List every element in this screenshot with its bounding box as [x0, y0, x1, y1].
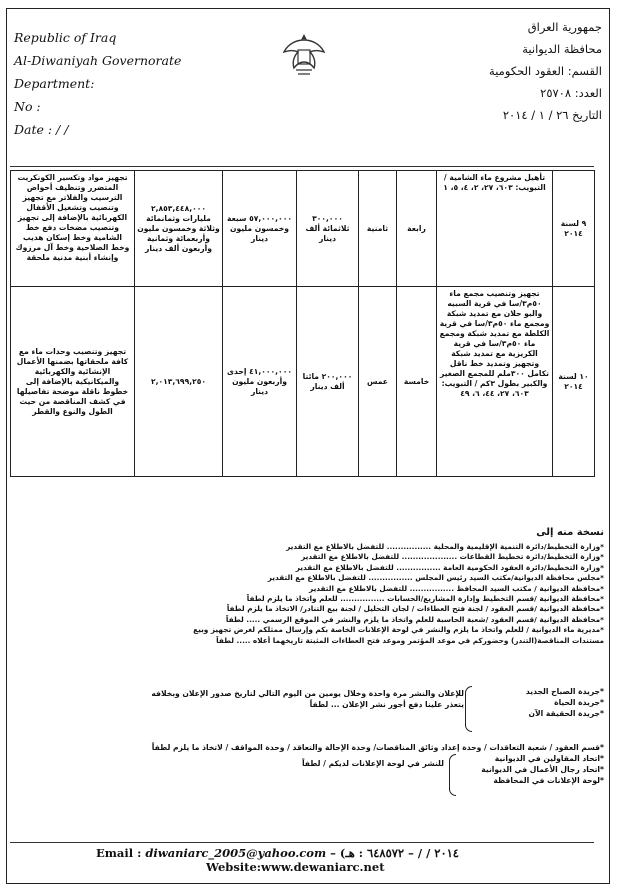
governorate-en: Al-Diwaniyah Governorate [14, 53, 182, 68]
copy-to-title: نسخة منه إلى [536, 527, 604, 538]
departments-note: للنشر في لوحة الإعلانات لديكم / لطفاً [301, 759, 444, 768]
table-row [11, 171, 595, 287]
copy-to-list [24, 542, 604, 646]
brace-divider [465, 686, 472, 732]
email-label: Email : [96, 846, 142, 860]
list-item: مستندات المناقصة(التندر) وحضوركم في موعد المؤتمر وموعد فتح العطاءات المثبتة تاريخهما أعلاه ..... لطفاً [216, 635, 604, 645]
newspaper-list [526, 686, 604, 719]
list-item: *وزارة التخطيط/دائرة العقود الحكومية العامة ................ للتفضل بالاطلاع مع التقدير [295, 562, 604, 572]
date-en: Date : / / [14, 122, 69, 137]
header-divider [10, 166, 594, 167]
tender-number: ٩ لسنة ٢٠١٤ [553, 171, 595, 287]
tender-table [10, 170, 594, 477]
list-item: *اتحاد رجال الأعمال في الديوانية [481, 765, 604, 774]
list-item: *محافظة الديوانية / مكتب السيد المحافظ ................ للتفضل بالاطلاع مع التقدير [309, 583, 604, 593]
list-item: *محافظة الديوانية /قسم التخطيط وإدارة المشاريع/الحسابات ................ للعلم واتخاذ ما يلزم لطفاً [246, 594, 604, 604]
footer [96, 846, 459, 874]
department-ar: القسم: العقود الحكومية [489, 64, 602, 78]
brace-divider [449, 754, 456, 796]
header-right [489, 16, 602, 126]
list-item: *مجلس محافظة الديوانية/مكتب السيد رئيس المجلس ................ للتفضل بالاطلاع مع التقدير [267, 573, 604, 583]
header-left [14, 26, 181, 141]
newspaper-note-line: يتعذر علينا دفع أجور نشر الإعلان ... لطفاً [309, 700, 464, 709]
project-details: تجهيز وتنصيب وحدات ماء مع كافة ملحقاتها بضمنها الأعمال الإنشائية والكهربائية والميكانيكية بالإضافة إلى خطوط ناقلة موضحة تفاصيلها في كشف المناقصة من حيث الطول والنوع والقطر [11, 287, 135, 477]
contractor-grade: خامسة [397, 287, 437, 477]
department-en: Department: [14, 76, 95, 91]
list-item: *وزارة التخطيط/دائرة التنمية الإقليمية والمحلية ................ للتفضل بالاطلاع مع التقدير [286, 542, 604, 551]
list-item: *لوحة الإعلانات في المحافظة [493, 776, 604, 785]
country-ar: جمهورية العراق [527, 20, 602, 34]
estimated-cost: ٢,٠١٣,٦٩٩,٢٥٠ [135, 287, 223, 477]
contractor-category: عمس [359, 287, 397, 477]
bid-bond: ٤١,٠٠٠,٠٠٠ إحدى وأربعون مليون دينار [223, 287, 297, 477]
bid-table [10, 170, 595, 477]
footer-divider [10, 842, 594, 843]
number-en: No : [14, 99, 41, 114]
newspaper-item: *جريدة الحقيقة الآن [528, 709, 604, 718]
governorate-ar: محافظة الديوانية [522, 42, 602, 56]
list-item: *مديرية ماء الديوانية / للعلم واتخاذ ما يلزم والنشر في لوحة الإعلانات الخاصة بكم وإرسال ممثلكم لغرض تجهيز وبيع [193, 625, 604, 635]
newspaper-note [84, 688, 464, 710]
bid-bond: ٥٧,٠٠٠,٠٠٠ سبعة وخمسون مليون دينار [223, 171, 297, 287]
email-address[interactable]: diwaniarc_2005@yahoo.com [145, 846, 327, 860]
project-name: تأهيل مشروع ماء الشامية / التبويب: ٦٠٣، ٢٧، ٢، ٤، ٥، ١ [437, 171, 553, 287]
list-item: *وزارة التخطيط/دائرة تخطيط القطاعات .................... للتفضل بالاطلاع مع التقدير [301, 552, 604, 562]
project-name: تجهيز وتنصيب مجمع ماء ٥٠م٣/سا في قرية السبيه والبو حلان مع تمديد شبكة ومجمع ماء ٥٠م٣/سا في قرية الكلطة مع تمديد شبكة ومجمع ماء ٥٠م٣/سا في قرية الكريزية مع تمديد شبكة وتجهيز وتمديد خط ناقل تكامل ٣٠٠ملم للمجمع الصغير والكبير بطول ٣كم / التبويب: ٦٠٣، ٢٧، ٤٤، ٦، ٤٩ [437, 287, 553, 477]
list-item: *قسم العقود / شعبة التعاقدات / وحدة إعداد وثائق المناقصات/ وحدة الإحالة والتعاقد / وحدة المواقف / لاتخاذ ما يلزم لطفاً [151, 743, 604, 752]
newspaper-item: *جريدة الصباح الجديد [525, 687, 604, 696]
list-item: *محافظة الديوانية /قسم العقود /شعبة الحاسبة للعلم واتخاذ ما يلزم والنشر في الموقع الرسمي ..... لطفاً [225, 614, 604, 624]
date-ar: التاريخ ٢٦ / ١ / ٢٠١٤ [502, 108, 602, 122]
table-row [11, 287, 595, 477]
list-item: *اتحاد المقاولين في الديوانية [494, 754, 604, 763]
website-link[interactable]: Website:www.dewaniarc.net [206, 860, 385, 874]
estimated-cost: ٢,٨٥٣,٤٤٨,٠٠٠ مليارات وثمانمائة وثلاثة وخمسون مليون وأربعمائة وثمانية وأربعون ألف دينار [135, 171, 223, 287]
contact-line [96, 846, 459, 860]
eagle-emblem-icon [282, 30, 326, 78]
list-item: *محافظة الديوانية /قسم العقود / لجنة فتح العطاءات / لجان التحليل / لجنة بيع التنادر/ الاتخاذ ما يلزم لطفاً [226, 604, 604, 614]
document-price: ٣٠٠,٠٠٠ ثلاثمائة ألف دينار [297, 171, 359, 287]
country-en: Republic of Iraq [14, 30, 117, 45]
number-ar: العدد: ٢٥٧٠٨ [540, 86, 602, 100]
contractor-category: ثامنية [359, 171, 397, 287]
phone-number: – (٢٠١٤ / / – ٦٤٨٥٧٢ : هـ [330, 846, 459, 860]
project-details: تجهيز مواد وتكسير الكونكريت المتضرر وتنظيف أحواض الترسيب والفلاتر مع تجهيز وتنصيب وتشغيل الأقفال الكهربائية بالإضافة إلى تجهيز وتنصيب مضخات دفع خط الشامية وخط إسكان هديب وخط الصلاحية وخط آل مرزوك وإنشاء أبنية مدنية ملحقة [11, 171, 135, 287]
newspaper-note-line: للإعلان والنشر مرة واحدة وخلال يومين من اليوم التالي لتاريخ صدور الإعلان وبخلافه [151, 689, 464, 698]
document-price: ٢٠٠,٠٠٠ مائتا ألف دينار [297, 287, 359, 477]
newspaper-item: *جريدة الحياة [554, 698, 604, 707]
contractor-grade: رابعة [397, 171, 437, 287]
tender-number: ١٠ لسنة ٢٠١٤ [553, 287, 595, 477]
